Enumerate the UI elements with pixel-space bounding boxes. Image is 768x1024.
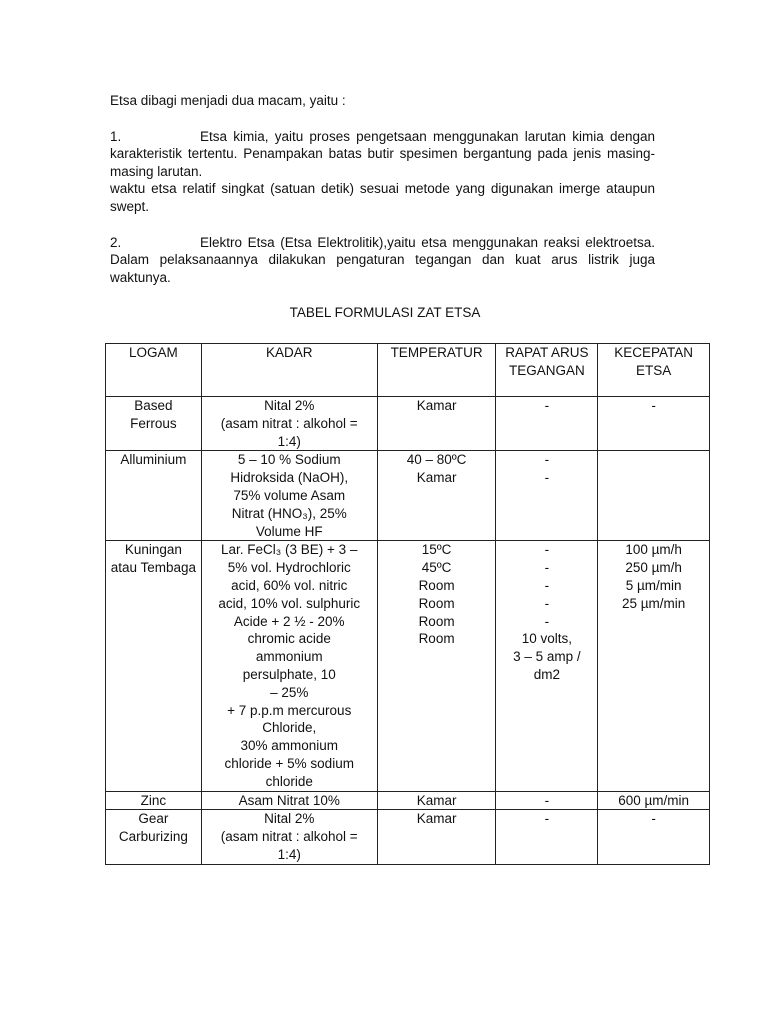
cell-logam (106, 541, 202, 791)
cell-line: - (544, 792, 550, 808)
table-body (106, 397, 710, 865)
cell-line: 1:4) (277, 846, 301, 862)
item-1-continuation: waktu etsa relatif singkat (satuan detik) sesuai metode yang digunakan imerge ataupun swept. (110, 181, 655, 214)
cell-line: 250 µm/h (625, 560, 682, 576)
cell-line: - (651, 811, 656, 827)
cell-line: Room (418, 613, 455, 629)
cell-line: 3 – 5 amp / (513, 649, 581, 665)
item-2 (110, 234, 655, 287)
header-kadar: KADAR (201, 344, 377, 397)
cell-temperatur (377, 397, 496, 451)
cell-line: – 25% (270, 684, 309, 700)
cell-kecepatan (598, 791, 710, 810)
cell-temperatur (377, 810, 496, 864)
header-logam: LOGAM (106, 344, 202, 397)
cell-line: - (544, 811, 550, 827)
cell-text: Based Ferrous (130, 398, 177, 431)
item-1-text: Etsa kimia, yaitu proses pengetsaan menggunakan larutan kimia dengan karakteristik tertentu. Penampakan batas butir spesimen bergantung pada jenis masing-masing larutan. (110, 128, 655, 179)
cell-line: - (544, 398, 550, 413)
table-row (106, 397, 710, 451)
cell-kecepatan (598, 810, 710, 864)
cell-kecepatan (598, 397, 710, 451)
item-1 (110, 128, 655, 181)
cell-rapat (496, 791, 598, 810)
cell-rapat (496, 451, 598, 541)
cell-line: 10 volts, (521, 631, 572, 647)
cell-line: Nital 2% (264, 811, 315, 827)
item-2-text: Elektro Etsa (Etsa Elektrolitik),yaitu etsa menggunakan reaksi elektroetsa. Dalam pelaksanaannya dilakukan pengaturan tegangan dan kuat arus listrik juga waktunya. (110, 234, 655, 285)
cell-line: - (544, 542, 550, 558)
cell-text: Gear Carburizing (118, 811, 188, 845)
cell-line: (asam nitrat : alkohol = (220, 829, 358, 845)
cell-line: ammonium (255, 649, 323, 665)
cell-line: Acide + 2 ½ - 20% (233, 613, 345, 629)
cell-line: Kamar (416, 792, 457, 808)
cell-line: - (651, 398, 656, 413)
cell-line: dm2 (533, 666, 560, 682)
table-row (106, 541, 710, 791)
cell-logam (106, 397, 202, 451)
cell-line: Chloride, (262, 720, 317, 736)
cell-line: Room (418, 577, 455, 593)
cell-line: chloride (265, 773, 313, 789)
cell-temperatur (377, 451, 496, 541)
cell-logam (106, 810, 202, 864)
document-body (110, 92, 655, 322)
cell-kecepatan (598, 451, 710, 541)
cell-kadar (201, 810, 377, 864)
cell-logam (106, 791, 202, 810)
cell-line: 5% vol. Hydrochloric (227, 560, 351, 576)
cell-line: 1:4) (277, 433, 301, 449)
cell-line: acid, 10% vol. sulphuric (218, 595, 361, 611)
item-2-number: 2. (110, 234, 122, 250)
table-row (106, 810, 710, 864)
table-row (106, 451, 710, 541)
cell-rapat (496, 397, 598, 451)
cell-line: 100 µm/h (625, 542, 682, 558)
cell-line: 600 µm/min (618, 792, 690, 808)
header-temperatur: TEMPERATUR (377, 344, 496, 397)
cell-line: Asam Nitrat 10% (238, 792, 340, 808)
table-header-row (106, 344, 710, 397)
header-kecepatan: KECEPATAN ETSA (598, 344, 710, 397)
cell-line: 15ºC (421, 542, 452, 558)
etsa-formulation-table (105, 343, 710, 865)
cell-line: Hidroksida (NaOH), (230, 470, 349, 486)
cell-line: Lar. FeCl₃ (3 BE) + 3 – (221, 542, 358, 558)
cell-line: Room (418, 631, 455, 647)
cell-rapat (496, 541, 598, 791)
cell-line: chromic acide (247, 631, 331, 647)
cell-line: 5 – 10 % Sodium (237, 452, 341, 468)
cell-line: - (544, 595, 550, 611)
cell-line: - (544, 470, 550, 486)
cell-text: Alluminium (120, 452, 187, 468)
cell-line: - (544, 560, 550, 576)
header-rapat-arus: RAPAT ARUS TEGANGAN (496, 344, 598, 397)
cell-line: (asam nitrat : alkohol = (220, 415, 358, 431)
cell-line: - (544, 452, 550, 468)
cell-line: 25 µm/min (621, 595, 686, 611)
cell-line: Kamar (416, 398, 457, 413)
cell-kecepatan (598, 541, 710, 791)
cell-line: Kamar (416, 470, 457, 486)
cell-rapat (496, 810, 598, 864)
table-row (106, 791, 710, 810)
cell-logam (106, 451, 202, 541)
cell-line: Kamar (416, 811, 457, 827)
cell-line: + 7 p.p.m mercurous (227, 702, 352, 718)
cell-line: 40 – 80ºC (406, 452, 467, 468)
cell-temperatur (377, 791, 496, 810)
table-title: TABEL FORMULASI ZAT ETSA (289, 305, 481, 321)
cell-line: 30% ammonium (240, 738, 338, 754)
cell-line: acid, 60% vol. nitric (231, 577, 348, 593)
cell-line: Nital 2% (264, 398, 315, 413)
cell-line: 75% volume Asam (233, 487, 346, 503)
item-1-number: 1. (110, 128, 122, 144)
cell-line: 5 µm/min (625, 577, 682, 593)
cell-text: Zinc (140, 792, 167, 808)
cell-line: Room (418, 595, 455, 611)
cell-line: - (544, 577, 550, 593)
cell-text: Kuningan atau Tembaga (110, 542, 197, 576)
cell-line: persulphate, 10 (242, 666, 336, 682)
cell-line: 45ºC (421, 560, 452, 576)
cell-line: Volume HF (255, 523, 323, 539)
cell-kadar (201, 397, 377, 451)
cell-kadar (201, 451, 377, 541)
intro-text: Etsa dibagi menjadi dua macam, yaitu : (110, 93, 346, 108)
cell-kadar (201, 791, 377, 810)
cell-line: chloride + 5% sodium (224, 755, 354, 771)
cell-temperatur (377, 541, 496, 791)
cell-line: Nitrat (HNO₃), 25% (231, 505, 347, 521)
cell-kadar (201, 541, 377, 791)
cell-line: - (544, 613, 550, 629)
